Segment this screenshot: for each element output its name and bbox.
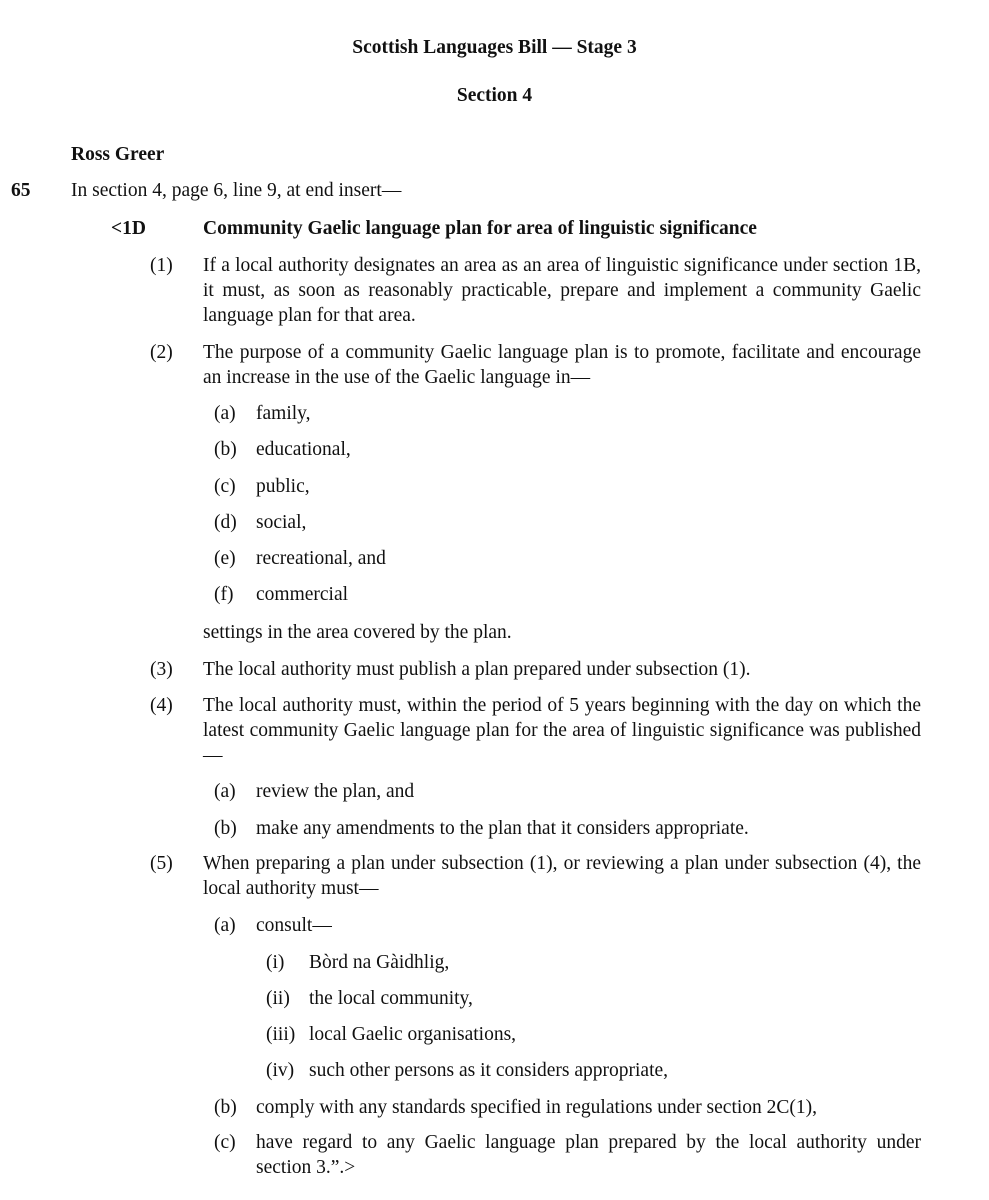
section-title: Section 4 <box>456 85 533 106</box>
subsection-number: (5) <box>150 853 173 874</box>
subparagraph-text: such other persons as it considers appropriate, <box>309 1060 669 1081</box>
paragraph-number: (a) <box>214 781 236 802</box>
paragraph-text: family, <box>256 403 311 424</box>
subparagraph-text: local Gaelic organisations, <box>309 1024 517 1045</box>
subsection-text: The local authority must publish a plan prepared under subsection (1). <box>203 659 751 680</box>
paragraph-number: (e) <box>214 548 236 569</box>
new-section-number: <1D <box>111 218 146 239</box>
paragraph-text: recreational, and <box>256 548 386 569</box>
subsection-text: If a local authority designates an area as an area of linguistic significance under section 1B, it must, as soon as reasonably practicable, prepare and implement a community Gaelic language plan for that area. <box>203 255 921 326</box>
subsection-number: (2) <box>150 342 173 363</box>
amendment-number: 65 <box>11 180 31 201</box>
subparagraph-number: (iv) <box>266 1060 295 1081</box>
paragraph-text: consult— <box>256 915 332 936</box>
paragraph-text: educational, <box>256 439 351 460</box>
paragraph-text: public, <box>256 476 310 497</box>
paragraph-text: have regard to any Gaelic language plan prepared by the local authority under section 3.”.> <box>256 1132 921 1178</box>
subsection-number: (4) <box>150 695 173 716</box>
paragraph-number: (d) <box>214 512 237 533</box>
paragraph-number: (c) <box>214 476 236 497</box>
subparagraph-number: (ii) <box>266 988 290 1009</box>
subsection-text: When preparing a plan under subsection (1), or reviewing a plan under subsection (4), the local authority must— <box>203 853 921 899</box>
subsection-text: The purpose of a community Gaelic language plan is to promote, facilitate and encourage an increase in the use of the Gaelic language in— <box>203 342 921 388</box>
subsection-text: The local authority must, within the period of 5 years beginning with the day on which the latest community Gaelic language plan for the area of linguistic significance was published— <box>203 695 921 766</box>
subsection-number: (1) <box>150 255 173 276</box>
bill-title: Scottish Languages Bill — Stage 3 <box>352 37 637 58</box>
paragraph-text: social, <box>256 512 307 533</box>
paragraph-number: (a) <box>214 403 236 424</box>
paragraph-number: (b) <box>214 439 237 460</box>
new-section-heading: Community Gaelic language plan for area of linguistic significance <box>203 218 757 239</box>
paragraph-text: make any amendments to the plan that it considers appropriate. <box>256 818 749 839</box>
subparagraph-number: (i) <box>266 952 285 973</box>
subsection-tail: settings in the area covered by the plan. <box>203 622 512 643</box>
amendment-instruction: In section 4, page 6, line 9, at end insert— <box>71 180 402 201</box>
paragraph-number: (b) <box>214 1097 237 1118</box>
paragraph-number: (f) <box>214 584 234 605</box>
member-name: Ross Greer <box>71 144 165 165</box>
subparagraph-number: (iii) <box>266 1024 296 1045</box>
paragraph-text: review the plan, and <box>256 781 415 802</box>
paragraph-text: comply with any standards specified in regulations under section 2C(1), <box>256 1097 818 1118</box>
subparagraph-text: Bòrd na Gàidhlig, <box>309 952 450 973</box>
subsection-number: (3) <box>150 659 173 680</box>
paragraph-text: commercial <box>256 584 349 605</box>
subparagraph-text: the local community, <box>309 988 473 1009</box>
paragraph-number: (a) <box>214 915 236 936</box>
paragraph-number: (c) <box>214 1132 236 1153</box>
paragraph-number: (b) <box>214 818 237 839</box>
